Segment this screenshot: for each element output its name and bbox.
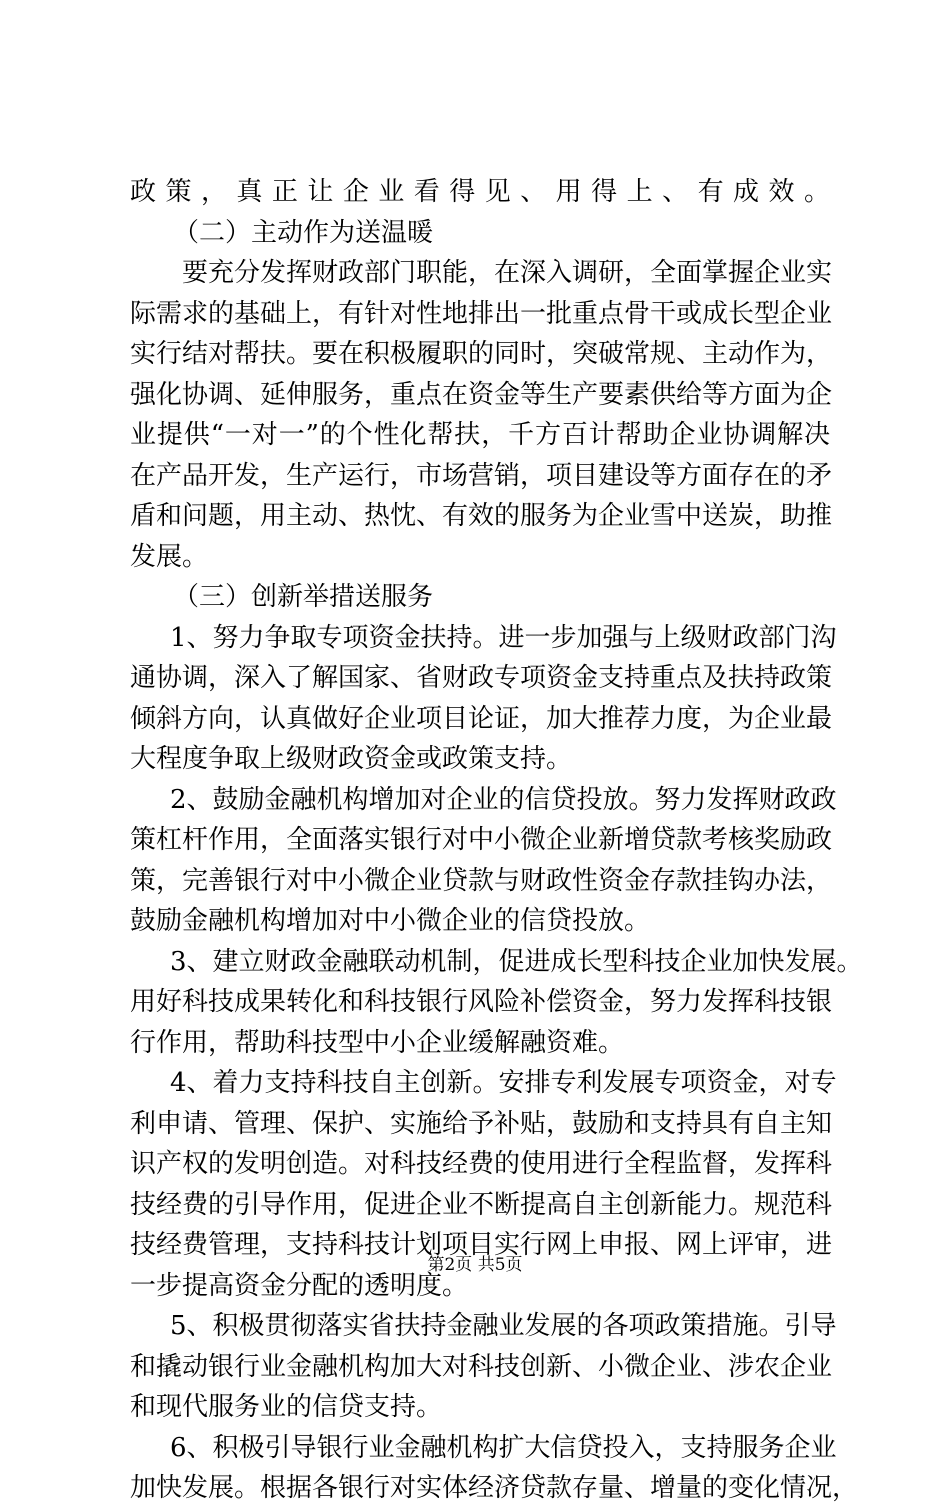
document-body — [130, 172, 863, 1509]
text-line: 技经费管理，支持科技计划项目实行网上申报、网上评审，进 — [130, 1230, 833, 1260]
text-line: 加快发展。根据各银行对实体经济贷款存量、增量的变化情况， — [130, 1473, 859, 1503]
text-line: 1、努力争取专项资金扶持。进一步加强与上级财政部门沟 — [170, 622, 837, 653]
text-line: 和撬动银行业金融机构加大对科技创新、小微企业、涉农企业 — [130, 1351, 833, 1382]
text-line: 强化协调、延伸服务，重点在资金等生产要素供给等方面为企 — [130, 379, 833, 410]
text-line: 策，完善银行对中小微企业贷款与财政性资金存款挂钩办法， — [130, 865, 833, 896]
text-line: 用好科技成果转化和科技银行风险补偿资金，努力发挥科技银 — [130, 987, 833, 1017]
text-line: 要充分发挥财政部门职能，在深入调研，全面掌握企业实 — [182, 258, 833, 288]
text-line: 在产品开发，生产运行，市场营销，项目建设等方面存在的矛 — [130, 460, 833, 491]
text-line: 通协调，深入了解国家、省财政专项资金支持重点及扶持政策 — [130, 663, 833, 693]
text-line: 技经费的引导作用，促进企业不断提高自主创新能力。规范科 — [130, 1189, 833, 1220]
text-line: 发展。 — [130, 541, 209, 572]
text-line: 鼓励金融机构增加对中小微企业的信贷投放。 — [130, 906, 651, 936]
text-line: 业提供“一对一”的个性化帮扶，千方百计帮助企业协调解决 — [130, 420, 830, 450]
page-number-footer: 第2页 共5页 — [427, 1255, 523, 1275]
text-line: 6、积极引导银行业金融机构扩大信贷投入，支持服务企业 — [170, 1432, 837, 1463]
text-line: 和现代服务业的信贷支持。 — [130, 1392, 443, 1422]
text-line: 2、鼓励金融机构增加对企业的信贷投放。努力发挥财政政 — [170, 784, 837, 815]
section-heading: （二）主动作为送温暖 — [173, 217, 434, 248]
text-line: 行作用，帮助科技型中小企业缓解融资难。 — [130, 1027, 625, 1058]
text-line: 5、积极贯彻落实省扶持金融业发展的各项政策措施。引导 — [170, 1311, 837, 1341]
section-heading: （三）创新举措送服务 — [173, 582, 434, 612]
text-line: 一步提高资金分配的透明度。 — [130, 1270, 469, 1301]
text-line: 实行结对帮扶。要在积极履职的同时，突破常规、主动作为， — [130, 339, 833, 369]
text-line: 政策，真正让企业看得见、用得上、有成效。 — [130, 177, 830, 207]
text-line: 际需求的基础上，有针对性地排出一批重点骨干或成长型企业 — [130, 298, 833, 329]
text-line: 4、着力支持科技自主创新。安排专利发展专项资金，对专 — [170, 1068, 837, 1098]
text-line: 利申请、管理、保护、实施给予补贴，鼓励和支持具有自主知 — [130, 1108, 833, 1139]
text-line: 策杠杆作用，全面落实银行对中小微企业新增贷款考核奖励政 — [130, 825, 833, 855]
text-line: 3、建立财政金融联动机制，促进成长型科技企业加快发展。 — [170, 946, 863, 977]
text-line: 识产权的发明创造。对科技经费的使用进行全程监督，发挥科 — [130, 1149, 833, 1179]
text-line: 大程度争取上级财政资金或政策支持。 — [130, 744, 573, 774]
text-line: 倾斜方向，认真做好企业项目论证，加大推荐力度，为企业最 — [130, 703, 833, 734]
text-line: 盾和问题，用主动、热忱、有效的服务为企业雪中送炭，助推 — [130, 501, 833, 531]
